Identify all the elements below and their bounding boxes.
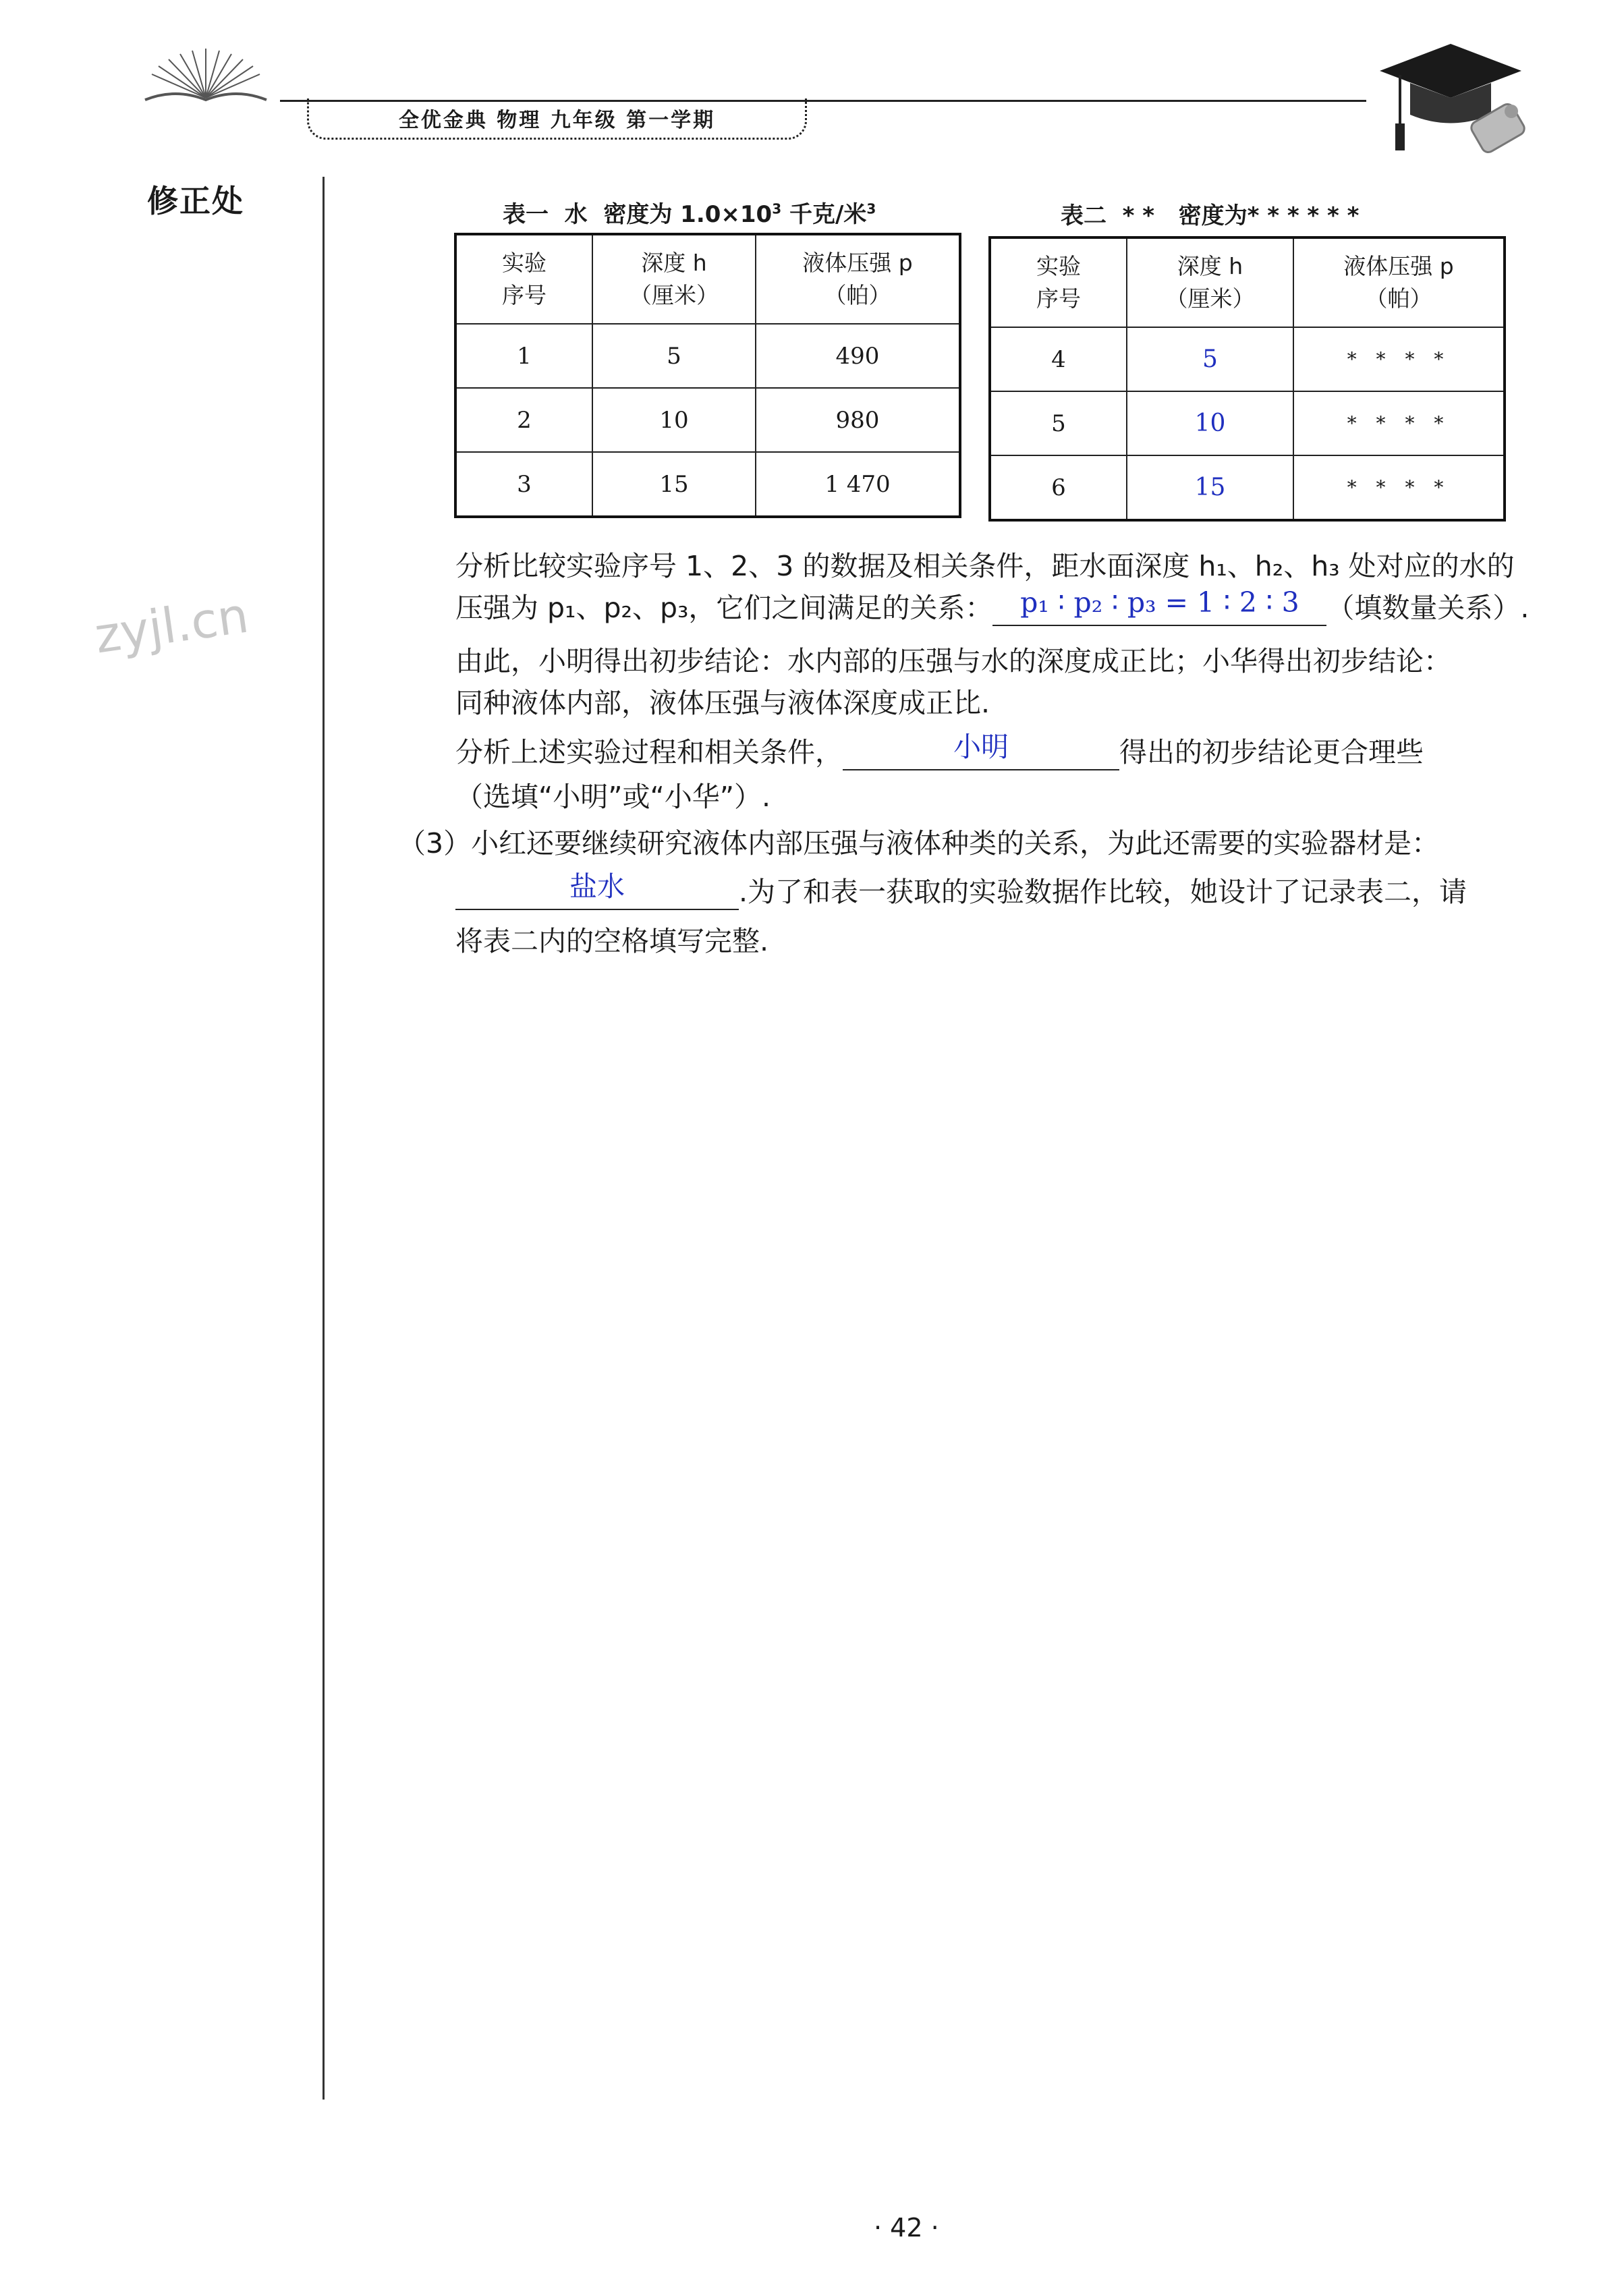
table-cell: * * * * (1293, 391, 1505, 455)
conclusion-line-2: 同种液体内部，液体压强与液体深度成正比. (455, 687, 990, 719)
table-cell: 4 (990, 327, 1127, 391)
table-cell: 1 (455, 324, 592, 388)
header-cell: 深度 h （厘米） (1127, 237, 1293, 327)
table-row (990, 455, 1505, 520)
table-row (990, 327, 1505, 391)
open-book-icon (138, 40, 273, 108)
table-cell: 15 (592, 452, 756, 517)
question-3-line-1: （3）小红还要继续研究液体内部压强与液体种类的关系，为此还需要的实验器材是： (398, 827, 1440, 860)
table-row (455, 452, 960, 517)
table-cell: 6 (990, 455, 1127, 520)
table1-water (454, 233, 961, 518)
table-row (455, 388, 960, 452)
header-cell: 液体压强 p （帕） (756, 234, 960, 324)
choice-hint-line: （选填“小明”或“小华”）. (455, 781, 771, 813)
table2-caption: 表二 * * 密度为* * * * * * (1061, 202, 1360, 229)
conclusion-line-1: 由此，小明得出初步结论：水内部的压强与水的深度成正比；小华得出初步结论： (455, 645, 1451, 677)
analysis-line-2: 压强为 p₁、p₂、p₃，它们之间满足的关系： p₁ ∶ p₂ ∶ p₃ = 1 ∶ 2 ∶ 3 （填数量关系）. (455, 591, 1529, 626)
analysis-line-1: 分析比较实验序号 1、2、3 的数据及相关条件，距水面深度 h₁、h₂、h₃ 处对应的水的 (455, 550, 1515, 582)
table-cell: * * * * (1293, 327, 1505, 391)
answer-blank-name: 小明 (843, 735, 1119, 770)
table1-caption: 表一 水 密度为 $1.0\times 10^3$ 千克/米$^3$ (503, 200, 876, 228)
margin-divider (323, 177, 325, 2100)
table-cell: 2 (455, 388, 592, 452)
table-row (990, 391, 1505, 455)
margin-correction-label: 修正处 (147, 183, 244, 219)
answer-cell: 15 (1127, 455, 1293, 520)
answer-blank-ratio: p₁ ∶ p₂ ∶ p₃ = 1 ∶ 2 ∶ 3 (992, 591, 1326, 626)
header-cell: 实验 序号 (990, 237, 1127, 327)
watermark-text: zyjl.cn (91, 586, 252, 665)
answer-cell: 5 (1127, 327, 1293, 391)
table-cell: 5 (592, 324, 756, 388)
book-title-banner: 全优金典 物理 九年级 第一学期 (307, 99, 807, 140)
answer-blank-material: 盐水 (455, 875, 739, 910)
table2-unknown-liquid (988, 236, 1506, 522)
table-cell: 490 (756, 324, 960, 388)
analysis-line-3: 分析上述实验过程和相关条件， 小明 得出的初步结论更合理些 (455, 735, 1424, 770)
table-cell: 5 (990, 391, 1127, 455)
header-cell: 实验 序号 (455, 234, 592, 324)
table-cell: 10 (592, 388, 756, 452)
header-cell: 液体压强 p （帕） (1293, 237, 1505, 327)
header-cell: 深度 h （厘米） (592, 234, 756, 324)
table-cell: * * * * (1293, 455, 1505, 520)
table-header-row (455, 234, 960, 324)
answer-cell: 10 (1127, 391, 1293, 455)
table-cell: 980 (756, 388, 960, 452)
table-cell: 3 (455, 452, 592, 517)
graduation-cap-icon (1373, 30, 1528, 159)
question-3-line-3: 将表二内的空格填写完整. (455, 925, 769, 957)
page-number: · 42 · (874, 2213, 939, 2243)
table-row (455, 324, 960, 388)
table-cell: 1 470 (756, 452, 960, 517)
question-3-line-2: 盐水 .为了和表一获取的实验数据作比较，她设计了记录表二，请 (455, 875, 1467, 910)
table-header-row (990, 237, 1505, 327)
